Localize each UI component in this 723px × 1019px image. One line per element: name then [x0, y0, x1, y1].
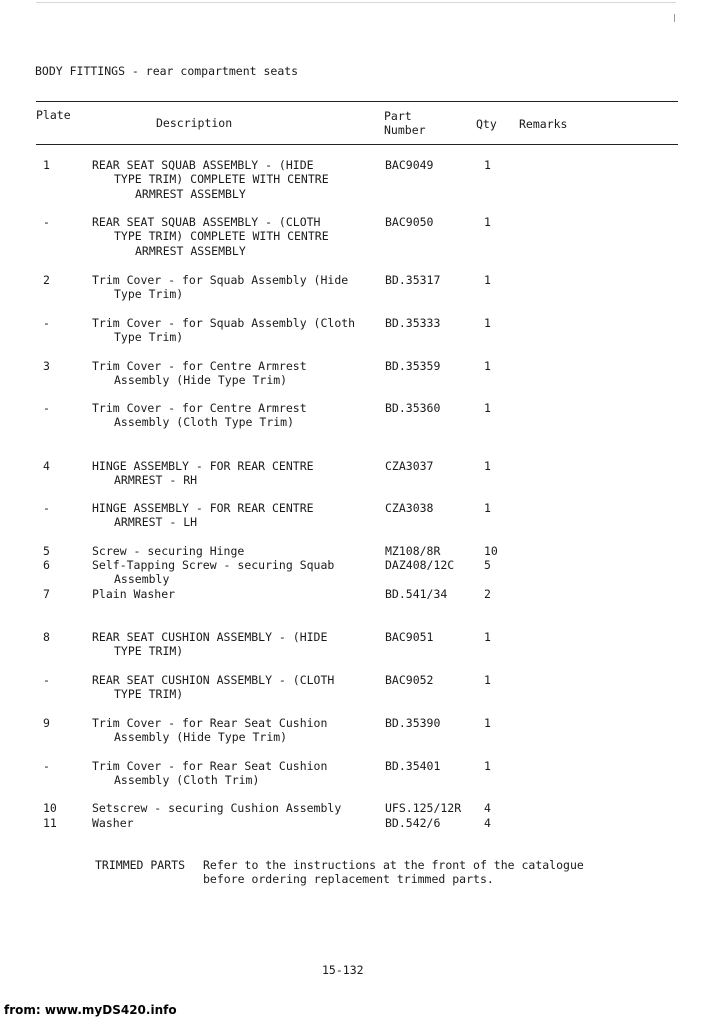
source-footer: from: www.myDS420.info: [4, 1003, 177, 1017]
description: [92, 316, 377, 345]
description-line: Trim Cover - for Squab Assembly (Hide: [92, 273, 349, 287]
plate-number: 5: [43, 544, 50, 558]
part-number: DAZ408/12C: [385, 558, 455, 572]
description-line: Type Trim): [114, 330, 184, 345]
part-number: BD.541/34: [385, 587, 448, 601]
part-number: BD.35390: [385, 716, 441, 730]
description-line: REAR SEAT CUSHION ASSEMBLY - (CLOTH: [92, 673, 335, 687]
description: [92, 273, 377, 302]
plate-number: -: [43, 501, 50, 515]
part-number: BD.35317: [385, 273, 441, 287]
plate-number: -: [43, 215, 50, 229]
description-line: Trim Cover - for Rear Seat Cushion: [92, 759, 328, 773]
description-line: REAR SEAT CUSHION ASSEMBLY - (HIDE: [92, 630, 328, 644]
description-line: Trim Cover - for Centre Armrest: [92, 359, 307, 373]
plate-number: 11: [43, 816, 57, 830]
quantity: 5: [484, 558, 491, 572]
description: [92, 816, 377, 830]
description-line: ARMREST ASSEMBLY: [135, 186, 246, 201]
header-part-line1: Part: [384, 109, 412, 123]
note-label: TRIMMED PARTS: [95, 858, 186, 872]
description-line: Type Trim): [114, 287, 184, 302]
header-part-line2: Number: [384, 123, 426, 137]
quantity: 4: [484, 801, 491, 815]
table-row: [0, 587, 723, 631]
description-line: Plain Washer: [92, 587, 176, 601]
description-line: ARMREST ASSEMBLY: [135, 243, 246, 258]
description: [92, 716, 377, 745]
quantity: 1: [484, 759, 491, 773]
note-text: [203, 858, 623, 887]
table-row: [0, 501, 723, 545]
margin-mark: [674, 14, 675, 22]
table-row: [0, 673, 723, 717]
description-line: TYPE TRIM): [114, 687, 184, 702]
quantity: 10: [484, 544, 498, 558]
part-number: BD.35360: [385, 401, 441, 415]
quantity: 1: [484, 359, 491, 373]
description-line: HINGE ASSEMBLY - FOR REAR CENTRE: [92, 459, 314, 473]
part-number: CZA3037: [385, 459, 434, 473]
description: [92, 630, 377, 659]
table-row: [0, 716, 723, 760]
description-line: Trim Cover - for Rear Seat Cushion: [92, 716, 328, 730]
part-number: BD.35401: [385, 759, 441, 773]
description-line: HINGE ASSEMBLY - FOR REAR CENTRE: [92, 501, 314, 515]
description: [92, 801, 377, 815]
quantity: 1: [484, 716, 491, 730]
header-top-rule: [36, 101, 678, 102]
table-row: [0, 215, 723, 259]
description-line: Assembly (Cloth Trim): [114, 773, 260, 788]
table-row: [0, 630, 723, 674]
quantity: 1: [484, 273, 491, 287]
page-number: 15-132: [322, 963, 364, 977]
description-line: REAR SEAT SQUAB ASSEMBLY - (CLOTH: [92, 215, 321, 229]
plate-number: 1: [43, 158, 50, 172]
table-row: [0, 158, 723, 202]
header-plate: Plate: [36, 108, 71, 122]
header-remarks: Remarks: [519, 117, 568, 131]
quantity: 1: [484, 673, 491, 687]
description: [92, 215, 377, 258]
description-line: ARMREST - LH: [114, 515, 198, 530]
part-number: CZA3038: [385, 501, 434, 515]
table-row: [0, 316, 723, 360]
quantity: 1: [484, 158, 491, 172]
quantity: 1: [484, 401, 491, 415]
page-title: BODY FITTINGS - rear compartment seats: [35, 64, 299, 78]
table-row: [0, 459, 723, 503]
plate-number: 7: [43, 587, 50, 601]
part-number: BD.35359: [385, 359, 441, 373]
description-line: Assembly (Hide Type Trim): [114, 730, 288, 745]
description: [92, 587, 377, 601]
part-number: BD.542/6: [385, 816, 441, 830]
description-line: TYPE TRIM): [114, 644, 184, 659]
top-edge-line: [36, 2, 676, 3]
header-description: Description: [156, 116, 233, 130]
plate-number: 2: [43, 273, 50, 287]
description: [92, 501, 377, 530]
description: [92, 558, 377, 587]
part-number: MZ108/8R: [385, 544, 441, 558]
quantity: 4: [484, 816, 491, 830]
description: [92, 544, 377, 558]
part-number: UFS.125/12R: [385, 801, 462, 815]
part-number: BAC9049: [385, 158, 434, 172]
plate-number: -: [43, 401, 50, 415]
quantity: 1: [484, 215, 491, 229]
description-line: Setscrew - securing Cushion Assembly: [92, 801, 342, 815]
table-row: [0, 359, 723, 403]
plate-number: -: [43, 759, 50, 773]
quantity: 2: [484, 587, 491, 601]
part-number: BD.35333: [385, 316, 441, 330]
description-line: Assembly: [114, 572, 170, 587]
quantity: 1: [484, 316, 491, 330]
description-line: ARMREST - RH: [114, 473, 198, 488]
quantity: 1: [484, 459, 491, 473]
table-row: [0, 273, 723, 317]
table-row: [0, 759, 723, 803]
description-line: Assembly (Hide Type Trim): [114, 373, 288, 388]
plate-number: 3: [43, 359, 50, 373]
description-line: Self-Tapping Screw - securing Squab: [92, 558, 335, 572]
description: [92, 401, 377, 430]
description-line: Washer: [92, 816, 134, 830]
description: [92, 673, 377, 702]
quantity: 1: [484, 501, 491, 515]
plate-number: -: [43, 316, 50, 330]
header-qty: Qty: [476, 117, 497, 131]
description: [92, 759, 377, 788]
description: [92, 158, 377, 201]
description-line: TYPE TRIM) COMPLETE WITH CENTRE: [114, 172, 329, 187]
table-row: [0, 816, 723, 860]
quantity: 1: [484, 630, 491, 644]
description: [92, 459, 377, 488]
description-line: Screw - securing Hinge: [92, 544, 245, 558]
header-bottom-rule: [36, 144, 678, 145]
table-row: [0, 401, 723, 445]
plate-number: 4: [43, 459, 50, 473]
plate-number: 10: [43, 801, 57, 815]
description-line: REAR SEAT SQUAB ASSEMBLY - (HIDE: [92, 158, 314, 172]
description-line: TYPE TRIM) COMPLETE WITH CENTRE: [114, 229, 329, 244]
part-number: BAC9052: [385, 673, 434, 687]
note-line-1: Refer to the instructions at the front of the catalogue: [203, 858, 584, 872]
plate-number: -: [43, 673, 50, 687]
plate-number: 8: [43, 630, 50, 644]
plate-number: 6: [43, 558, 50, 572]
description: [92, 359, 377, 388]
description-line: Trim Cover - for Centre Armrest: [92, 401, 307, 415]
part-number: BAC9050: [385, 215, 434, 229]
description-line: Assembly (Cloth Type Trim): [114, 415, 295, 430]
part-number: BAC9051: [385, 630, 434, 644]
plate-number: 9: [43, 716, 50, 730]
description-line: Trim Cover - for Squab Assembly (Cloth: [92, 316, 356, 330]
note-line-2: before ordering replacement trimmed parts.: [203, 872, 494, 887]
